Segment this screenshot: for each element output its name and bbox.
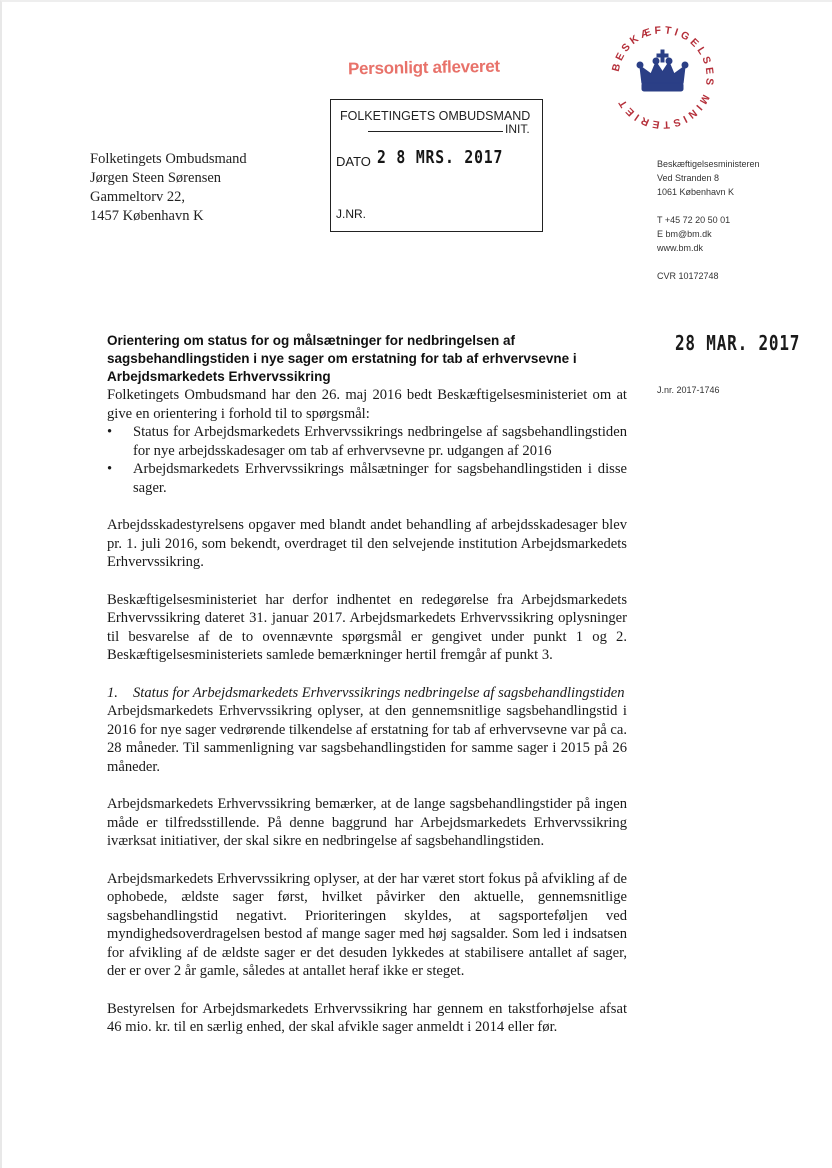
bullet-icon: • [107,461,113,477]
list-item-text: Status for Arbejdsmarkedets Erhvervssikrings nedbringelse af sagsbehandlingstiden for nye arbejdsskadesager om tab af erhvervsevne pr. udgangen af 2016 [133,424,627,459]
sender-postal: 1061 København K [657,187,735,197]
paragraph: Bestyrelsen for Arbejdsmarkedets Erhvervssikring har gennem en takstforhøjelse afsat 46 mio. kr. til en særlig enhed, der skal afvikle sager anmeldt i 2014 eller før. [107,1000,627,1035]
crown-icon [637,50,688,91]
list-item [107,460,627,497]
sender-address: Ved Stranden 8 [657,173,720,183]
paragraph: Beskæftigelsesministeriet har derfor indhentet en redegørelse fra Arbejdsmarkedets Erhvervssikring dateret 31. januar 2017. Arbejdsmarkedets Erhvervssikring oplysninger til besvarelse af de to ovennævnte spørgsmål er gengivet under punkt 1 og 2. Beskæftigelsesministeriets samlede bemærkninger hertil fremgår af punkt 3. [107,591,627,663]
ministry-crest-logo [605,20,720,135]
sender-cvr: CVR 10172748 [657,271,719,281]
intro-paragraph: Folketingets Ombudsmand har den 26. maj 2016 bedt Beskæftigelsesministeriet om at give en orientering i forhold til to spørgsmål: [107,387,627,422]
stamp-title: FOLKETINGETS OMBUDSMAND [340,109,531,123]
recipient-line: Folketingets Ombudsmand [90,151,247,167]
section-number: 1. [107,684,118,701]
personally-delivered-stamp: Personligt afleveret [347,56,500,79]
recipient-line: Gammeltorv 22, [90,189,186,205]
sender-phone: T +45 72 20 50 01 [657,215,731,225]
paragraph: Arbejdsmarkedets Erhvervssikring bemærker, at de lange sagsbehandlingstider på ingen måde er tilfredsstillende. På denne baggrund har Arbejdsmarkedets Erhvervssikring iværksat initiativer, der skal sikre en nedbringelse af sagsbehandlingstiden. [107,796,627,849]
list-item [107,423,627,460]
journal-number: J.nr. 2017-1746 [657,385,720,395]
init-label: INIT. [505,122,530,136]
section-heading [107,684,627,703]
recipient-address [90,150,247,226]
letter-body [107,332,627,1037]
crest-ring-text: BESKÆFTIGELSES MINISTERIET [609,24,716,131]
sender-web[interactable]: www.bm.dk [657,243,704,253]
sender-email[interactable]: E bm@bm.dk [657,229,712,239]
date-label: DATO [336,154,371,169]
bullet-icon: • [107,424,113,440]
sender-name: Beskæftigelsesministeren [657,159,760,169]
sender-info [657,157,760,283]
received-date-stamp: 28 MAR. 2017 [675,331,801,355]
journal-number-label: J.NR. [336,207,366,221]
paragraph: Arbejdsmarkedets Erhvervssikring oplyser, at den gennemsnitlige sagsbehandlingstid i 2016 for nye sager vedrørende tilkendelse af erstatning for tab af erhvervsevne var på ca. 28 måneder. Til sammenligning var sagsbehandlingstiden for samme sager i 2015 på 26 måneder. [107,703,627,775]
letter-heading: Orientering om status for og målsætninger for nedbringelsen af sagsbehandlingstiden i nye sager om erstatning for tab af erhvervsevne i Arbejdsmarkedets Erhvervssikring [107,333,577,384]
init-line [368,131,503,132]
section-title: Status for Arbejdsmarkedets Erhvervssikrings nedbringelse af sagsbehandlingstiden [133,684,625,701]
list-item-text: Arbejdsmarkedets Erhvervssikrings målsætninger for sagsbehandlingstiden i disse sager. [133,461,627,496]
paragraph: Arbejdsskadestyrelsens opgaver med blandt andet behandling af arbejdsskadesager blev pr. 1. juli 2016, som bekendt, overdraget til den selvejende institution Arbejdsmarkedets Erhvervssikring. [107,517,627,570]
ombudsmand-receipt-stamp [330,99,543,232]
question-list [107,423,627,497]
date-value: 2 8 MRS. 2017 [377,147,504,168]
paragraph: Arbejdsmarkedets Erhvervssikring oplyser, at der har været stort fokus på afvikling af de ophobede, ældste sager først, hvilket påvirker den aktuelle, gennemsnitlige sagsbehandlingstid negativt. Prioriteringen skyldes, at sagsporteføljen ved myndighedsoverdragelsen bestod af mange sager med høj sagsalder. Som led i indsatsen for afvikling af de ældste sager er det desuden lykkedes at stabilisere antallet af sager, der er over 2 år gamle, således at antallet heraf ikke er steget. [107,870,627,979]
recipient-line: Jørgen Steen Sørensen [90,170,222,186]
recipient-line: 1457 København K [90,208,204,224]
